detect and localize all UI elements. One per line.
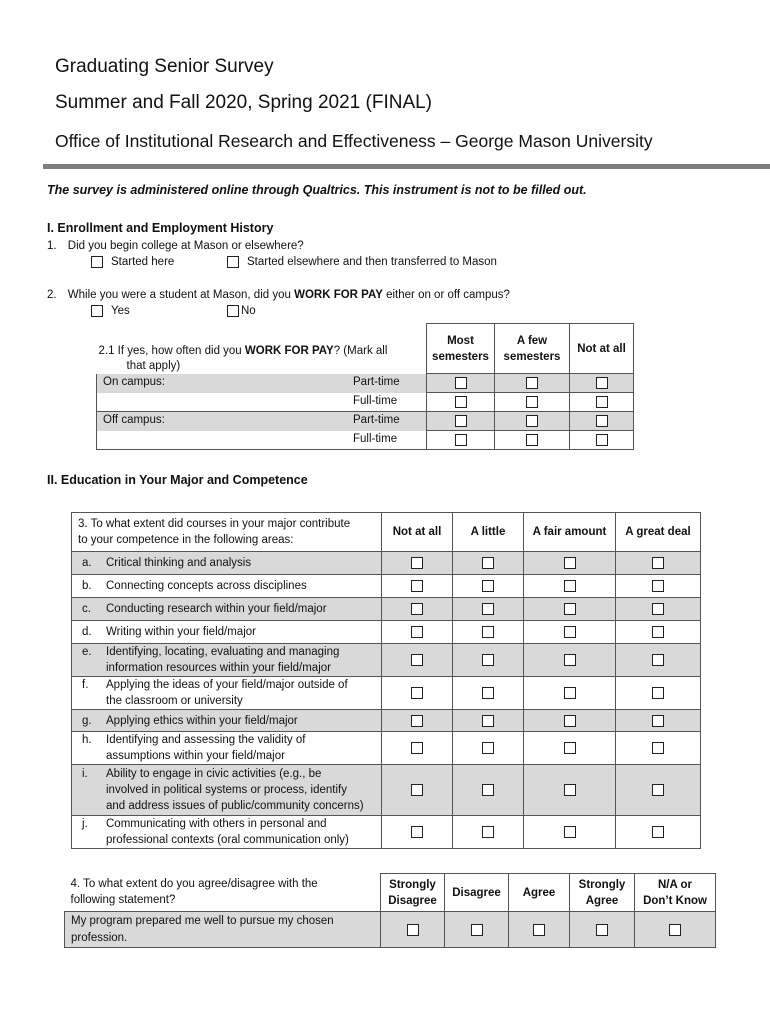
q3-row-text: the classroom or university bbox=[106, 695, 243, 707]
q4-answer-cell bbox=[635, 912, 716, 948]
q3-answer-cell bbox=[524, 575, 616, 598]
q3-row-label bbox=[72, 816, 382, 849]
question-2 bbox=[47, 289, 510, 301]
q4-checkbox[interactable] bbox=[669, 924, 681, 936]
q2-checkbox-no[interactable] bbox=[227, 305, 239, 317]
q3-answer-cell bbox=[382, 621, 453, 644]
q3-row bbox=[72, 710, 701, 732]
q2-option-yes[interactable] bbox=[91, 305, 130, 317]
q3-row-letter: a. bbox=[82, 557, 92, 569]
q3-checkbox[interactable] bbox=[652, 715, 664, 727]
q21-column-header: Most semesters bbox=[427, 324, 495, 374]
q3-answer-cell bbox=[616, 598, 701, 621]
q3-row-letter: f. bbox=[82, 679, 89, 691]
q3-answer-cell bbox=[453, 732, 524, 765]
q21-answer-cell bbox=[427, 431, 495, 450]
q3-row-text: Conducting research within your field/major bbox=[106, 603, 327, 615]
q4-answer-cell bbox=[509, 912, 570, 948]
q3-answer-cell bbox=[524, 644, 616, 677]
q3-row-letter: h. bbox=[82, 734, 92, 746]
q3-checkbox[interactable] bbox=[411, 687, 423, 699]
q21-checkbox[interactable] bbox=[596, 396, 608, 408]
q21-row-label bbox=[97, 374, 427, 393]
q3-answer-cell bbox=[616, 575, 701, 598]
q3-checkbox[interactable] bbox=[652, 826, 664, 838]
q3-row bbox=[72, 816, 701, 849]
q3-answer-cell bbox=[616, 765, 701, 816]
q3-checkbox[interactable] bbox=[482, 580, 494, 592]
q3-checkbox[interactable] bbox=[564, 626, 576, 638]
q3-answer-cell bbox=[524, 552, 616, 575]
q3-checkbox[interactable] bbox=[482, 557, 494, 569]
q3-answer-cell bbox=[453, 677, 524, 710]
q21-row-place: On campus: bbox=[103, 375, 165, 388]
q3-answer-cell bbox=[382, 816, 453, 849]
q3-answer-cell bbox=[453, 575, 524, 598]
q3-row-label bbox=[72, 677, 382, 710]
q3-checkbox[interactable] bbox=[482, 742, 494, 754]
q3-row-label bbox=[72, 598, 382, 621]
q3-answer-cell bbox=[616, 644, 701, 677]
q3-checkbox[interactable] bbox=[411, 826, 423, 838]
q4-column-header: N/A or Don’t Know bbox=[635, 874, 716, 912]
survey-title: Graduating Senior Survey bbox=[55, 56, 274, 77]
q3-checkbox[interactable] bbox=[482, 687, 494, 699]
q3-answer-cell bbox=[453, 644, 524, 677]
q3-answer-cell bbox=[453, 710, 524, 732]
q3-answer-cell bbox=[524, 598, 616, 621]
q3-row-text: involved in political systems or process, identify bbox=[106, 784, 347, 796]
q3-row-label bbox=[72, 732, 382, 765]
q3-row-label bbox=[72, 621, 382, 644]
q3-row-text: and address issues of public/community concerns) bbox=[106, 800, 364, 812]
q3-checkbox[interactable] bbox=[411, 603, 423, 615]
q3-answer-cell bbox=[524, 816, 616, 849]
q3-row-text: Applying ethics within your field/major bbox=[106, 714, 298, 727]
q3-row-letter: g. bbox=[82, 714, 92, 727]
q3-answer-cell bbox=[616, 677, 701, 710]
q21-checkbox[interactable] bbox=[455, 434, 467, 446]
q3-row-text: Ability to engage in civic activities (e.g., be bbox=[106, 768, 322, 780]
q3-answer-cell bbox=[382, 575, 453, 598]
q3-answer-cell bbox=[453, 621, 524, 644]
q21-row-label bbox=[97, 393, 427, 412]
q21-answer-cell bbox=[495, 393, 570, 412]
q3-checkbox[interactable] bbox=[652, 784, 664, 796]
q21-row bbox=[97, 431, 634, 450]
office-name: Office of Institutional Research and Effectiveness – George Mason University bbox=[55, 131, 653, 151]
q4-row bbox=[65, 912, 716, 948]
q4-checkbox[interactable] bbox=[407, 924, 419, 936]
q3-checkbox[interactable] bbox=[652, 603, 664, 615]
section-2-heading: II. Education in Your Major and Competence bbox=[47, 473, 308, 487]
question-2-text: While you were a student at Mason, did you WORK FOR PAY either on or off campus? bbox=[67, 289, 510, 301]
q3-checkbox[interactable] bbox=[564, 715, 576, 727]
q3-checkbox[interactable] bbox=[564, 654, 576, 666]
q21-question: 2.1 If yes, how often did you WORK FOR PAY? (Mark all that apply) bbox=[98, 344, 388, 372]
q3-checkbox[interactable] bbox=[411, 742, 423, 754]
q21-checkbox[interactable] bbox=[455, 415, 467, 427]
q3-checkbox[interactable] bbox=[564, 742, 576, 754]
q3-row bbox=[72, 552, 701, 575]
q21-row-type: Part-time bbox=[353, 375, 400, 388]
q3-answer-cell bbox=[616, 710, 701, 732]
q3-answer-cell bbox=[453, 552, 524, 575]
q2-option-label: Yes bbox=[111, 305, 130, 317]
q3-answer-cell bbox=[524, 710, 616, 732]
q3-checkbox[interactable] bbox=[411, 626, 423, 638]
q1-checkbox-started-here[interactable] bbox=[91, 256, 103, 268]
q21-row bbox=[97, 412, 634, 431]
q21-answer-cell bbox=[427, 393, 495, 412]
survey-term: Summer and Fall 2020, Spring 2021 (FINAL) bbox=[55, 92, 433, 113]
q3-checkbox[interactable] bbox=[564, 603, 576, 615]
q3-answer-cell bbox=[453, 816, 524, 849]
q3-row-text: Communicating with others in personal and bbox=[106, 818, 327, 830]
q21-row-type: Full-time bbox=[353, 432, 398, 445]
q21-answer-cell bbox=[570, 374, 634, 393]
q21-checkbox[interactable] bbox=[455, 377, 467, 389]
q3-answer-cell bbox=[524, 677, 616, 710]
q2-option-label: No bbox=[241, 305, 256, 317]
q3-question: 3. To what extent did courses in your major contribute to your competence in the following areas: bbox=[72, 513, 382, 552]
q4-answer-cell bbox=[445, 912, 509, 948]
q21-answer-cell bbox=[427, 412, 495, 431]
survey-notice: The survey is administered online through Qualtrics. This instrument is not to be filled out. bbox=[47, 183, 587, 197]
q3-answer-cell bbox=[616, 621, 701, 644]
q3-answer-cell bbox=[382, 677, 453, 710]
q21-row-type: Full-time bbox=[353, 394, 398, 407]
q4-checkbox[interactable] bbox=[596, 924, 608, 936]
q3-answer-cell bbox=[382, 552, 453, 575]
q3-row-text: professional contexts (oral communication only) bbox=[106, 834, 349, 846]
q3-row-letter: e. bbox=[82, 646, 92, 658]
q21-answer-cell bbox=[495, 412, 570, 431]
q3-row bbox=[72, 732, 701, 765]
q4-column-header: Strongly Disagree bbox=[381, 874, 445, 912]
q4-statement: My program prepared me well to pursue my chosen profession. bbox=[65, 912, 381, 948]
q21-row-type: Part-time bbox=[353, 414, 400, 426]
q21-checkbox[interactable] bbox=[596, 434, 608, 446]
q3-checkbox[interactable] bbox=[652, 626, 664, 638]
q21-answer-cell bbox=[495, 431, 570, 450]
q21-table bbox=[96, 323, 633, 449]
q4-answer-cell bbox=[381, 912, 445, 948]
q4-checkbox[interactable] bbox=[533, 924, 545, 936]
q3-checkbox[interactable] bbox=[564, 826, 576, 838]
q3-row-label bbox=[72, 710, 382, 732]
header-divider bbox=[43, 164, 770, 169]
q3-checkbox[interactable] bbox=[652, 687, 664, 699]
q3-checkbox[interactable] bbox=[482, 715, 494, 727]
q1-option-transferred[interactable] bbox=[227, 256, 497, 268]
question-1-number: 1. bbox=[47, 240, 57, 252]
q3-table bbox=[71, 512, 700, 849]
q3-checkbox[interactable] bbox=[652, 742, 664, 754]
q3-column-header: A great deal bbox=[616, 513, 701, 552]
q3-checkbox[interactable] bbox=[482, 784, 494, 796]
q3-row-text: Applying the ideas of your field/major outside of bbox=[106, 679, 348, 691]
q3-row-label bbox=[72, 644, 382, 677]
q21-row bbox=[97, 393, 634, 412]
q21-column-header: Not at all bbox=[570, 324, 634, 374]
q21-checkbox[interactable] bbox=[526, 434, 538, 446]
question-1-text: Did you begin college at Mason or elsewhere? bbox=[67, 240, 304, 252]
q3-answer-cell bbox=[453, 765, 524, 816]
q3-row-text: information resources within your field/major bbox=[106, 662, 331, 674]
q3-checkbox[interactable] bbox=[564, 580, 576, 592]
q3-checkbox[interactable] bbox=[482, 826, 494, 838]
q3-checkbox[interactable] bbox=[482, 626, 494, 638]
q3-checkbox[interactable] bbox=[564, 784, 576, 796]
q21-checkbox[interactable] bbox=[526, 396, 538, 408]
section-1-heading: I. Enrollment and Employment History bbox=[47, 221, 274, 235]
q3-checkbox[interactable] bbox=[411, 784, 423, 796]
q3-row bbox=[72, 765, 701, 816]
q3-row bbox=[72, 575, 701, 598]
q3-checkbox[interactable] bbox=[564, 557, 576, 569]
q3-answer-cell bbox=[453, 598, 524, 621]
q3-checkbox[interactable] bbox=[411, 715, 423, 727]
q3-column-header: A little bbox=[453, 513, 524, 552]
q4-column-header: Disagree bbox=[445, 874, 509, 912]
q3-answer-cell bbox=[382, 644, 453, 677]
q3-answer-cell bbox=[524, 765, 616, 816]
question-2-number: 2. bbox=[47, 289, 57, 301]
q4-answer-cell bbox=[570, 912, 635, 948]
q3-checkbox[interactable] bbox=[411, 654, 423, 666]
q3-row-text: Identifying, locating, evaluating and managing bbox=[106, 646, 340, 658]
q21-answer-cell bbox=[570, 431, 634, 450]
q1-checkbox-transferred[interactable] bbox=[227, 256, 239, 268]
q21-answer-cell bbox=[570, 393, 634, 412]
q3-row-text: Identifying and assessing the validity of bbox=[106, 734, 306, 746]
q3-row-letter: i. bbox=[82, 768, 88, 780]
q21-answer-cell bbox=[427, 374, 495, 393]
q3-answer-cell bbox=[616, 816, 701, 849]
q21-checkbox[interactable] bbox=[455, 396, 467, 408]
q3-row-label bbox=[72, 765, 382, 816]
q4-column-header: Agree bbox=[509, 874, 570, 912]
q3-column-header: Not at all bbox=[382, 513, 453, 552]
question-1 bbox=[47, 240, 304, 252]
q3-checkbox[interactable] bbox=[652, 654, 664, 666]
q1-option-label: Started here bbox=[111, 256, 175, 268]
q3-answer-cell bbox=[382, 765, 453, 816]
q3-checkbox[interactable] bbox=[482, 603, 494, 615]
q3-row bbox=[72, 644, 701, 677]
q3-checkbox[interactable] bbox=[411, 580, 423, 592]
q2-checkbox-yes[interactable] bbox=[91, 305, 103, 317]
q21-row-label bbox=[97, 431, 427, 450]
q1-option-label: Started elsewhere and then transferred to Mason bbox=[247, 256, 497, 268]
q21-row-place: Off campus: bbox=[103, 414, 165, 426]
q3-answer-cell bbox=[382, 732, 453, 765]
q3-column-header: A fair amount bbox=[524, 513, 616, 552]
q2-option-no[interactable] bbox=[227, 305, 256, 317]
q21-answer-cell bbox=[570, 412, 634, 431]
q3-row-letter: d. bbox=[82, 626, 92, 638]
q3-checkbox[interactable] bbox=[652, 557, 664, 569]
q3-answer-cell bbox=[524, 621, 616, 644]
q3-row-text: Connecting concepts across disciplines bbox=[106, 580, 307, 592]
q21-row-label bbox=[97, 412, 427, 431]
q21-answer-cell bbox=[495, 374, 570, 393]
q21-column-header: A few semesters bbox=[495, 324, 570, 374]
q3-row-letter: j. bbox=[82, 818, 88, 830]
q3-row bbox=[72, 621, 701, 644]
q3-answer-cell bbox=[382, 598, 453, 621]
q4-table bbox=[64, 873, 715, 948]
q3-row-letter: b. bbox=[82, 580, 92, 592]
q4-checkbox[interactable] bbox=[471, 924, 483, 936]
q1-option-started-here[interactable] bbox=[91, 256, 174, 268]
q3-answer-cell bbox=[524, 732, 616, 765]
q21-checkbox[interactable] bbox=[526, 377, 538, 389]
q21-checkbox[interactable] bbox=[526, 415, 538, 427]
q4-question: 4. To what extent do you agree/disagree with the following statement? bbox=[65, 874, 381, 912]
q21-row bbox=[97, 374, 634, 393]
q3-row bbox=[72, 677, 701, 710]
q21-checkbox[interactable] bbox=[596, 415, 608, 427]
q3-row-text: assumptions within your field/major bbox=[106, 750, 285, 762]
q3-answer-cell bbox=[616, 732, 701, 765]
q3-answer-cell bbox=[382, 710, 453, 732]
q3-row-letter: c. bbox=[82, 603, 91, 615]
q3-row-text: Writing within your field/major bbox=[106, 626, 256, 638]
q3-row-text: Critical thinking and analysis bbox=[106, 557, 252, 569]
q3-answer-cell bbox=[616, 552, 701, 575]
q3-row-label bbox=[72, 552, 382, 575]
q21-checkbox[interactable] bbox=[596, 377, 608, 389]
q3-row-label bbox=[72, 575, 382, 598]
q3-row bbox=[72, 598, 701, 621]
q4-column-header: Strongly Agree bbox=[570, 874, 635, 912]
q3-checkbox[interactable] bbox=[564, 687, 576, 699]
q3-checkbox[interactable] bbox=[411, 557, 423, 569]
q3-checkbox[interactable] bbox=[482, 654, 494, 666]
q3-checkbox[interactable] bbox=[652, 580, 664, 592]
